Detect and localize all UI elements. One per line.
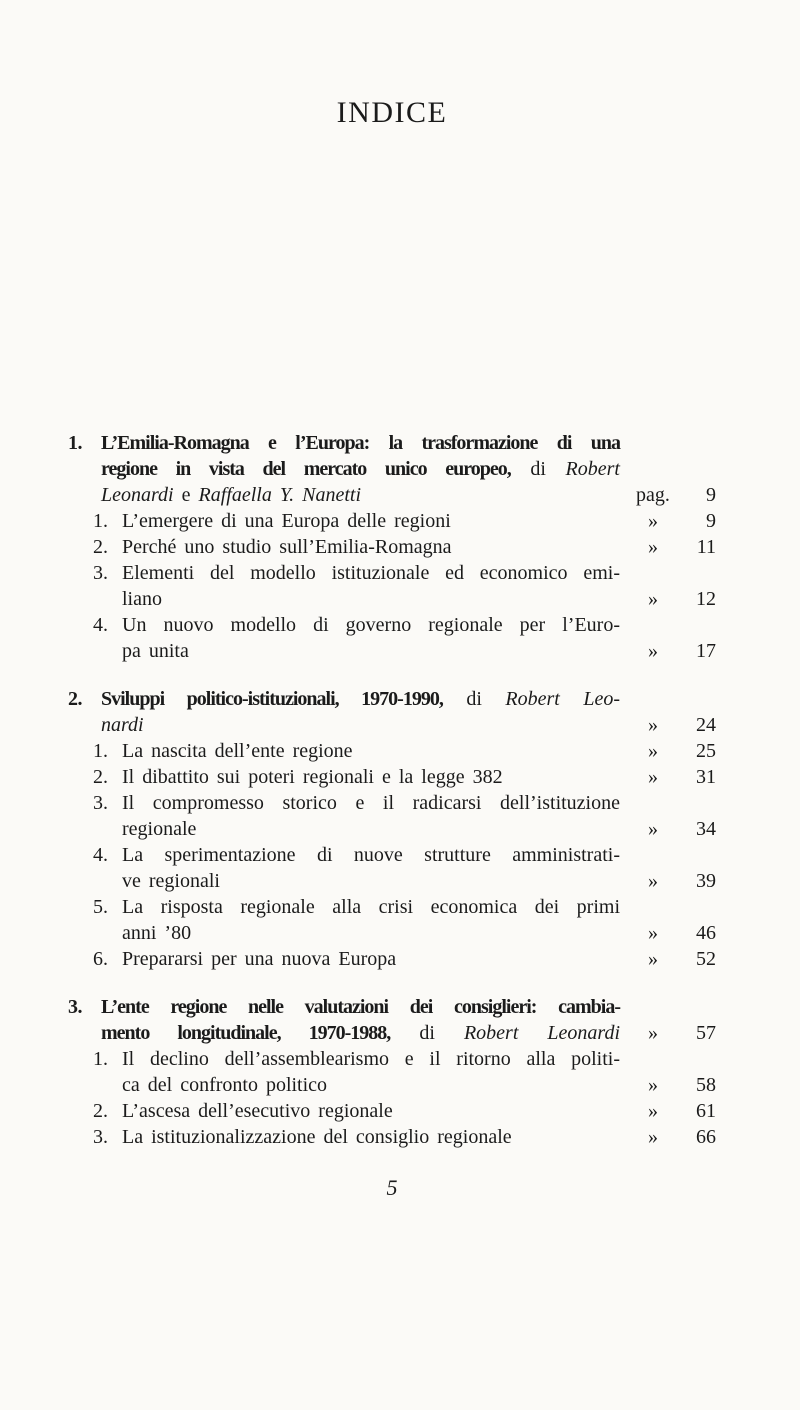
entry-text (122, 790, 620, 842)
toc-entry (93, 790, 716, 842)
entry-line-segment: regionale (122, 818, 197, 840)
entry-text (122, 842, 620, 894)
entry-line-segment: Il compromesso storico e il radicarsi dell’istituzione (122, 792, 620, 814)
entry-line-segment: di (510, 458, 566, 480)
entry-line-segment: L’emergere di una Europa delle regioni (122, 510, 451, 532)
entry-text (122, 1046, 620, 1098)
toc-entry (93, 1046, 716, 1098)
entry-text (122, 508, 620, 534)
page-ref-label: » (648, 1022, 658, 1044)
page-ref-label: » (648, 1100, 658, 1122)
page-ref-number: 9 (706, 484, 716, 506)
entry-line (122, 534, 620, 560)
entry-line-segment: Il dibattito sui poteri regionali e la legge 382 (122, 766, 503, 788)
entry-line (122, 1124, 620, 1150)
page-ref-label: » (648, 948, 658, 970)
entry-line-segment: di (442, 688, 506, 710)
folio-page-number: 5 (386, 1175, 398, 1200)
toc-entry (93, 738, 716, 764)
entry-number: 4. (93, 844, 108, 866)
page-ref-label: » (648, 588, 658, 610)
toc-entry (93, 1098, 716, 1124)
entry-line-segment: anni ’80 (122, 922, 192, 944)
entry-line-segment: di (390, 1022, 464, 1044)
page-ref (620, 712, 716, 738)
entry-line (122, 738, 620, 764)
entry-number: 3. (93, 792, 108, 814)
page-ref-number: 46 (696, 922, 716, 944)
entry-number: 2. (93, 766, 108, 788)
page-ref-label: » (648, 818, 658, 840)
entry-line-segment: regione in vista del mercato unico europeo, (101, 458, 511, 480)
toc-entry (93, 534, 716, 560)
entry-line (122, 868, 620, 894)
entry-line-segment: Robert Leo- (505, 688, 621, 710)
page-ref-number: 9 (706, 510, 716, 532)
page-ref-number: 17 (696, 640, 716, 662)
entry-line (101, 430, 620, 456)
page-ref-number: 39 (696, 870, 716, 892)
page-ref (620, 920, 716, 946)
entry-number: 6. (93, 948, 108, 970)
page-ref-number: 11 (696, 536, 716, 558)
entry-number: 2. (93, 536, 108, 558)
entry-line (122, 946, 620, 972)
page-ref-number: 31 (696, 766, 716, 788)
toc-entry (68, 994, 716, 1046)
page-ref-label: » (648, 766, 658, 788)
page-ref (620, 946, 716, 972)
entry-line-segment: ca del confronto politico (122, 1074, 328, 1096)
page-ref-label: » (648, 510, 658, 532)
entry-text (101, 686, 620, 738)
entry-line (122, 764, 620, 790)
page-ref (620, 1124, 716, 1150)
page-ref-number: 24 (696, 714, 716, 736)
toc-entry (93, 946, 716, 972)
page-ref-label: » (648, 922, 658, 944)
entry-line-segment: Robert Leonardi (463, 1022, 620, 1044)
entry-number: 4. (93, 614, 108, 636)
page-ref (620, 1098, 716, 1124)
entry-line (122, 894, 620, 920)
entry-number: 1. (93, 510, 108, 532)
toc-entry (68, 686, 716, 738)
entry-line (122, 508, 620, 534)
page-ref-number: 66 (696, 1126, 716, 1148)
entry-line-segment: La nascita dell’ente regione (122, 740, 353, 762)
entry-line-segment: Un nuovo modello di governo regionale per l’Euro- (122, 614, 620, 636)
entry-text (122, 612, 620, 664)
entry-line-segment: Leonardi (101, 484, 174, 506)
entry-line-segment: La istituzionalizzazione del consiglio regionale (122, 1126, 512, 1148)
entry-text (101, 430, 620, 508)
entry-line (101, 712, 620, 738)
page-ref-label: » (648, 536, 658, 558)
entry-line-segment: Il declino dell’assemblearismo e il ritorno alla politi- (122, 1048, 620, 1070)
entry-line-segment: L’ente regione nelle valutazioni dei consiglieri: cambia- (101, 996, 620, 1018)
table-of-contents (68, 430, 716, 1150)
page-ref (620, 868, 716, 894)
entry-number: 3. (93, 562, 108, 584)
entry-line-segment: L’Emilia-Romagna e l’Europa: la trasformazione di una (101, 432, 620, 454)
page-ref (620, 1072, 716, 1098)
entry-line (122, 560, 620, 586)
entry-line (122, 1098, 620, 1124)
page-ref (620, 534, 716, 560)
book-page (0, 96, 716, 1201)
toc-entry (93, 894, 716, 946)
toc-entry (93, 764, 716, 790)
entry-line-segment: nardi (101, 714, 144, 736)
entry-text (122, 764, 620, 790)
page-ref (620, 1020, 716, 1046)
entry-text (122, 1124, 620, 1150)
entry-line (101, 1020, 620, 1046)
entry-line (122, 1046, 620, 1072)
page-ref (620, 816, 716, 842)
page-ref-number: 61 (696, 1100, 716, 1122)
entry-text (122, 560, 620, 612)
page-ref-label: pag. (636, 484, 670, 506)
entry-number: 3. (68, 996, 82, 1018)
entry-text (122, 894, 620, 946)
entry-line-segment: Sviluppi politico-istituzionali, 1970-1990, (101, 688, 443, 710)
entry-line-segment: Prepararsi per una nuova Europa (122, 948, 397, 970)
entry-line-segment: Raffaella Y. Nanetti (198, 484, 361, 506)
page-ref-label: » (648, 1074, 658, 1096)
page-ref (620, 638, 716, 664)
page-ref-number: 12 (696, 588, 716, 610)
page-ref (620, 586, 716, 612)
toc-entry (93, 508, 716, 534)
entry-line-segment: e (173, 484, 199, 506)
page-ref (620, 738, 716, 764)
entry-line (122, 842, 620, 868)
entry-line (122, 612, 620, 638)
entry-line-segment: L’ascesa dell’esecutivo regionale (122, 1100, 393, 1122)
entry-line (122, 586, 620, 612)
entry-line (122, 920, 620, 946)
entry-line-segment: La sperimentazione di nuove strutture amministrati- (122, 844, 620, 866)
page-ref (620, 508, 716, 534)
toc-entry (93, 1124, 716, 1150)
entry-line (101, 686, 620, 712)
entry-line (122, 1072, 620, 1098)
entry-text (101, 994, 620, 1046)
entry-line (101, 994, 620, 1020)
entry-number: 1. (68, 432, 82, 454)
page-ref-label: » (648, 640, 658, 662)
page-ref (620, 764, 716, 790)
entry-number: 2. (68, 688, 82, 710)
entry-line-segment: Robert (565, 458, 620, 480)
entry-line (122, 816, 620, 842)
entry-line-segment: ve regionali (122, 870, 220, 892)
page-ref (620, 482, 716, 508)
toc-entry (93, 842, 716, 894)
page-ref-label: » (648, 870, 658, 892)
page-ref-label: » (648, 714, 658, 736)
entry-line (101, 482, 620, 508)
page-ref-number: 25 (696, 740, 716, 762)
page-ref-number: 58 (696, 1074, 716, 1096)
entry-line-segment: pa unita (122, 640, 189, 662)
entry-line (122, 790, 620, 816)
entry-line-segment: liano (122, 588, 162, 610)
toc-entry (93, 560, 716, 612)
entry-text (122, 738, 620, 764)
entry-line-segment: Elementi del modello istituzionale ed economico emi- (122, 562, 620, 584)
entry-line-segment: La risposta regionale alla crisi economica dei primi (122, 896, 620, 918)
entry-number: 2. (93, 1100, 108, 1122)
entry-number: 1. (93, 1048, 108, 1070)
toc-entry (93, 612, 716, 664)
page-ref-number: 34 (696, 818, 716, 840)
entry-line-segment: Perché uno studio sull’Emilia-Romagna (122, 536, 452, 558)
entry-number: 5. (93, 896, 108, 918)
entry-line-segment: mento longitudinale, 1970-1988, (101, 1022, 391, 1044)
page-ref-label: » (648, 1126, 658, 1148)
entry-line (122, 638, 620, 664)
page-ref-number: 57 (696, 1022, 716, 1044)
entry-number: 3. (93, 1126, 108, 1148)
entry-text (122, 534, 620, 560)
toc-entry (68, 430, 716, 508)
page-ref-number: 52 (696, 948, 716, 970)
entry-text (122, 1098, 620, 1124)
page-ref-label: » (648, 740, 658, 762)
entry-number: 1. (93, 740, 108, 762)
entry-text (122, 946, 620, 972)
entry-line (101, 456, 620, 482)
page-title: INDICE (336, 96, 448, 129)
